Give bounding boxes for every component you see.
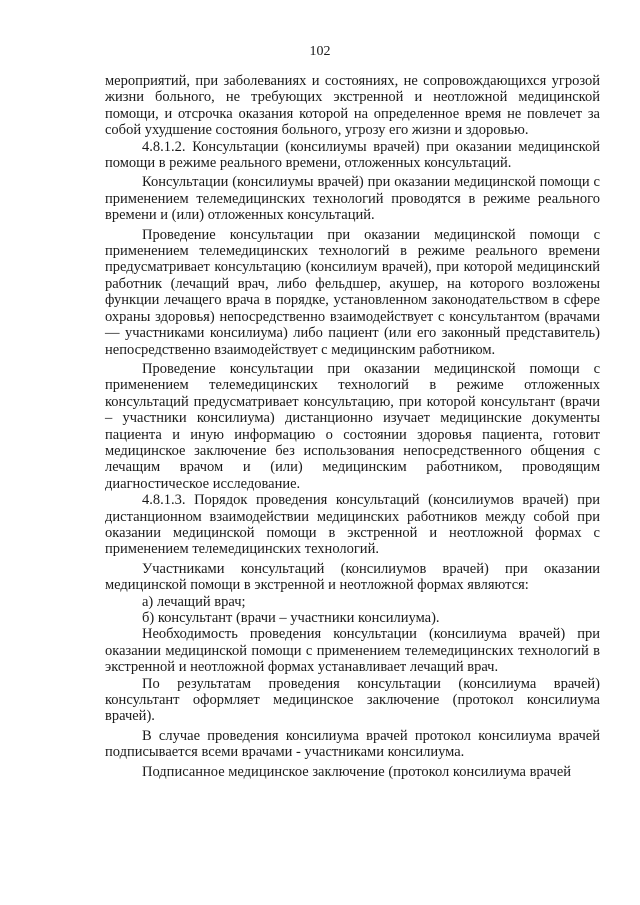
paragraph: Подписанное медицинское заключение (протокол консилиума врачей <box>142 763 572 780</box>
paragraph: Проведение консультации при оказании медицинской помощи с применением телемедицинских технологий в режиме отложенных консультаций предусматривает консультацию, при которой консультант (врачи – участники консилиума) дистанционно изучает медицинские документы пациента и иную информацию о состоянии здоровья пациента, готовит медицинское заключение без использования непосредственного общения с лечащим врачом и (или) медицинским работником, проводящим диагностическое исследование. <box>105 360 600 492</box>
list-item: б) консультант (врачи – участники консилиума). <box>142 610 440 626</box>
section-heading: 4.8.1.3. Порядок проведения консультаций (консилиумов врачей) при дистанционном взаимодействии медицинских работников между собой при оказании медицинской помощи в экстренной и неотложной формах с применением телемедицинских технологий. <box>105 492 600 558</box>
section-heading: 4.8.1.2. Консультации (консилиумы врачей) при оказании медицинской помощи в режиме реального времени, отложенных консультаций. <box>105 138 600 172</box>
paragraph: В случае проведения консилиума врачей протокол консилиума врачей подписывается всеми врачами - участниками консилиума. <box>105 727 600 761</box>
paragraph: Необходимость проведения консультации (консилиума врачей) при оказании медицинской помощи с применением телемедицинских технологий в экстренной и неотложной формах устанавливает лечащий врач. <box>105 626 600 676</box>
paragraph: Консультации (консилиумы врачей) при оказании медицинской помощи с применением телемедицинских технологий проводятся в режиме реального времени и (или) отложенных консультаций. <box>105 174 600 224</box>
paragraph: По результатам проведения консультации (консилиума врачей) консультант оформляет медицинское заключение (протокол консилиума врачей). <box>105 675 600 725</box>
paragraph: мероприятий, при заболеваниях и состояниях, не сопровождающихся угрозой жизни больного, не требующих экстренной и неотложной медицинской помощи, и отсрочка оказания которой на определенное время не повлечет за собой ухудшение состояния больного, угрозу его жизни и здоровью. <box>105 73 600 139</box>
page-number: 102 <box>309 44 331 59</box>
paragraph: Участниками консультаций (консилиумов врачей) при оказании медицинской помощи в экстренной и неотложной формах являются: <box>105 560 600 594</box>
page-body <box>105 73 600 780</box>
list-item: а) лечащий врач; <box>142 593 246 610</box>
paragraph: Проведение консультации при оказании медицинской помощи с применением телемедицинских технологий в режиме реального времени предусматривает консультацию (консилиум врачей), при которой медицинский работник (лечащий врач, либо фельдшер, акушер, на которого возложены функции лечащего врача в порядке, установленном законодательством в сфере охраны здоровья) непосредственно взаимодействует с консультантом (врачами — участниками консилиума) либо пациент (или его законный представитель) непосредственно взаимодействует с медицинским работником. <box>105 226 600 358</box>
